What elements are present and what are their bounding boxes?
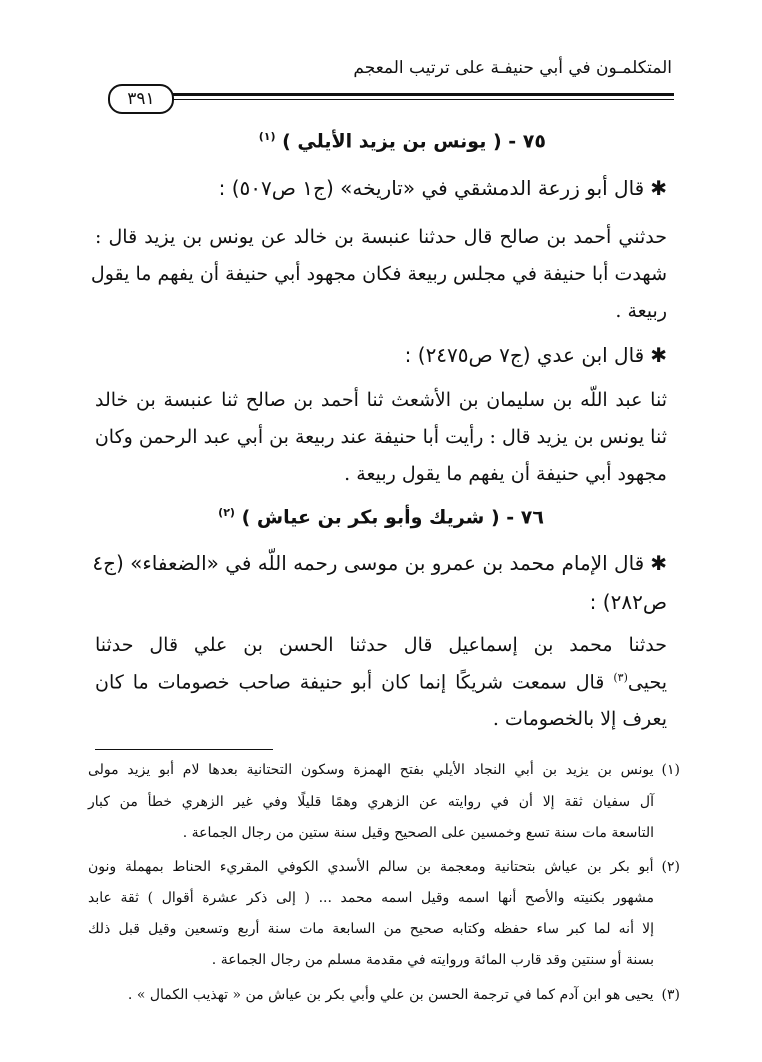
- footnote-number: (٢): [661, 859, 680, 875]
- footnote-line: (٢)أبو بكر بن عياش بتحتانية ومعجمة بن سالم الأسدي الكوفي المقريء الحناط بمهملة ونون: [88, 859, 680, 875]
- footnote-number: (١): [661, 762, 680, 778]
- asterisk-icon: ✱: [650, 176, 667, 200]
- source-line: ✱قال ابن عدي (ج٧ ص٢٤٧٥) :: [404, 343, 667, 367]
- page-number: ٣٩١: [108, 84, 174, 114]
- body-line: ثنا عبد اللّه بن سليمان بن الأشعث ثنا أحمد بن صالح ثنا عنبسة بن خالد: [95, 389, 667, 411]
- source-line-continued: ص٢٨٢) :: [589, 590, 667, 614]
- body-line: يحيى$^{(٣)}$ قال سمعت شريكًا إنما كان أبو حنيفة صاحب خصومات ما كان: [95, 671, 667, 694]
- footnote-ref: (١): [258, 130, 276, 143]
- section-number: ٧٥ -: [508, 130, 546, 153]
- section-76-heading: [218, 506, 544, 528]
- asterisk-icon: ✱: [650, 551, 667, 575]
- footnote-ref: (٢): [218, 506, 235, 519]
- footnote-line: التاسعة مات سنة تسع وخمسين على الصحيح وقيل سنة ستين من رجال الجماعة .: [182, 825, 654, 841]
- source-line: ✱قال أبو زرعة الدمشقي في «تاريخه» (ج١ ص٥٠٧) :: [218, 176, 667, 200]
- footnote-ref: (٣): [613, 671, 628, 684]
- section-75-heading: [259, 130, 546, 152]
- section-number: ٧٦ -: [506, 506, 544, 529]
- body-line: حدثني أحمد بن صالح قال حدثنا عنبسة بن خالد عن يونس بن يزيد قال :: [95, 226, 667, 248]
- footnote-number: (٣): [661, 987, 680, 1003]
- body-line: ربيعة .: [615, 300, 667, 322]
- footnote-line: (١)يونس بن يزيد بن أبي النجاد الأيلي بفتح الهمزة وسكون التحتانية بعدها لام أبو يزيد مولى: [88, 762, 680, 778]
- footnote-line: إلا أنه لما كبر ساء حفظه وكتابه صحيح من السابعة مات سنة أربع وتسعين وقيل قبل ذلك: [88, 921, 654, 937]
- footnote-separator: [95, 749, 273, 750]
- body-line: شهدت أبا حنيفة في مجلس ربيعة فكان مجهود أبي حنيفة أن يفهم ما يقول: [90, 263, 667, 285]
- running-header-title: المتكلمـون في أبي حنيفـة على ترتيب المعجم: [353, 58, 672, 78]
- source-line: ✱قال الإمام محمد بن عمرو بن موسى رحمه اللّه في «الضعفاء» (ج٤: [92, 551, 667, 575]
- footnote-line: مشهور بكنيته والأصح أنها اسمه وقيل اسمه محمد ... ( إلى ذكر عشرة أقوال ) ثقة عابد: [88, 890, 654, 906]
- body-line: يعرف إلا بالخصومات .: [492, 708, 667, 730]
- body-line: حدثنا محمد بن إسماعيل قال حدثنا الحسن بن علي قال حدثنا: [95, 634, 667, 656]
- section-title: ( شريك وأبو بكر بن عياش ): [241, 506, 500, 529]
- body-line: ثنا يونس بن يزيد قال : رأيت أبا حنيفة عند ربيعة بن أبي عبد الرحمن وكان: [94, 426, 667, 448]
- footnote-line: (٣)يحيى هو ابن آدم كما في ترجمة الحسن بن علي وأبي بكر بن عياش من « تهذيب الكمال » .: [127, 987, 680, 1003]
- header-rule: [160, 93, 674, 96]
- asterisk-icon: ✱: [650, 343, 667, 367]
- body-line: مجهود أبي حنيفة أن يفهم ما يقول ربيعة .: [344, 463, 667, 485]
- header-rule-thin: [160, 99, 674, 100]
- footnote-line: آل سفيان ثقة إلا أن في روايته عن الزهري وهمًا قليلًا وفي غير الزهري خطأ من كبار: [88, 794, 654, 810]
- section-title: ( يونس بن يزيد الأيلي ): [282, 130, 502, 153]
- footnote-line: بسنة أو سنتين وقد قارب المائة وروايته في مقدمة مسلم من رجال الجماعة .: [211, 952, 654, 968]
